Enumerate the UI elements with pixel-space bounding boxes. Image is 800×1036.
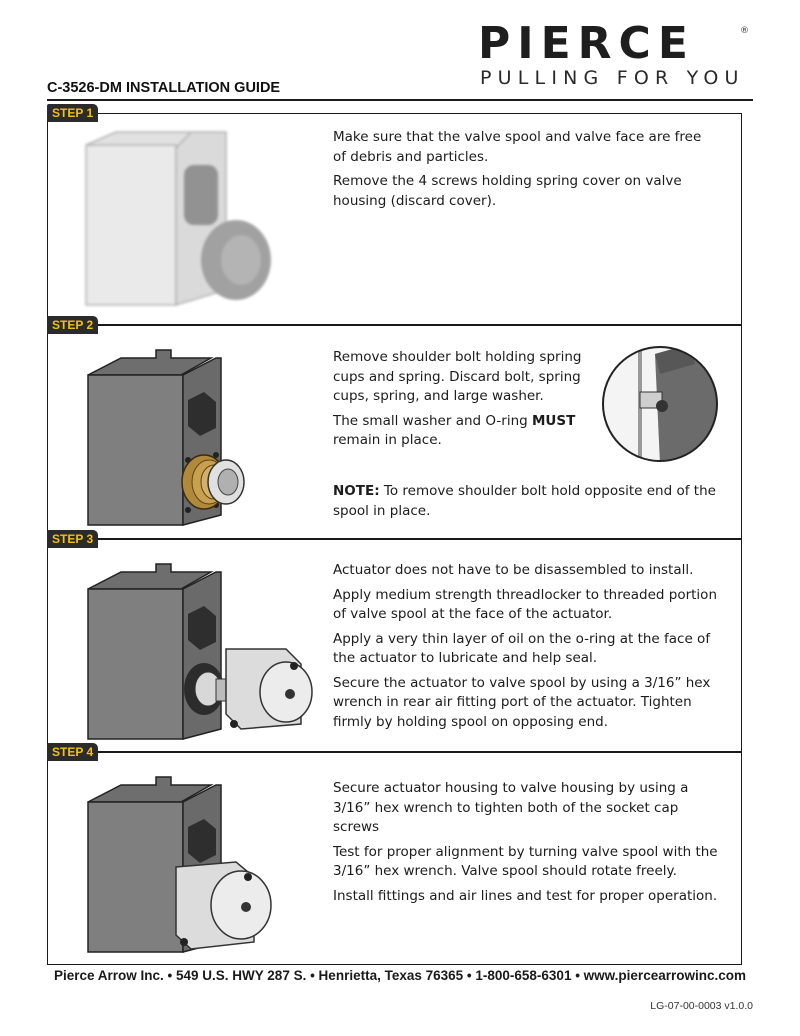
pierce-logo xyxy=(478,18,749,92)
header-rule xyxy=(47,99,753,101)
step-4-badge: STEP 4 xyxy=(47,743,98,761)
step-2-note-text: To remove shoulder bolt hold opposite end of the spool in place. xyxy=(333,483,716,519)
step-3-panel xyxy=(47,532,742,752)
document-title: C-3526-DM INSTALLATION GUIDE xyxy=(47,80,281,96)
step-2-must-emphasis: MUST xyxy=(531,412,576,429)
step-4-panel xyxy=(47,745,742,965)
document-id: LG-07-00-0003 v1.0.0 xyxy=(650,1000,753,1012)
step-1-badge: STEP 1 xyxy=(47,104,98,122)
detail-callout-illustration xyxy=(600,344,720,464)
step-2-text xyxy=(333,348,593,456)
logo-tagline: PULLING FOR YOU xyxy=(480,67,745,89)
actuator-secured-illustration xyxy=(76,767,326,957)
step-4-paragraph: Secure actuator housing to valve housing by using a 3/16” hex wrench to tighten both of the socket cap screws xyxy=(333,780,689,835)
step-1-paragraph: Make sure that the valve spool and valve face are free of debris and particles. xyxy=(333,129,702,165)
step-1-paragraph: Remove the 4 screws holding spring cover on valve housing (discard cover). xyxy=(333,173,682,209)
step-4-paragraph: Install fittings and air lines and test for proper operation. xyxy=(333,887,718,904)
valve-housing-illustration xyxy=(76,120,316,315)
footer-address: Pierce Arrow Inc. • 549 U.S. HWY 287 S. • Henrietta, Texas 76365 • 1-800-658-6301 • www.piercearrowinc.com xyxy=(54,968,746,983)
step-1-panel xyxy=(47,106,742,325)
step-3-paragraph: Actuator does not have to be disassembled to install. xyxy=(333,562,694,578)
step-2-must-paragraph xyxy=(333,412,593,451)
step-3-paragraph: Apply medium strength threadlocker to threaded portion of valve spool at the face of the actuator. xyxy=(333,586,717,622)
step-2-note-paragraph xyxy=(333,482,728,521)
step-3-text xyxy=(333,561,718,737)
logo-wordmark: PIERCE xyxy=(478,18,695,69)
step-2-badge: STEP 2 xyxy=(47,316,98,334)
step-1-text xyxy=(333,128,713,216)
registered-mark: ® xyxy=(740,26,749,36)
step-2-paragraph: Remove shoulder bolt holding spring cups and spring. Discard bolt, spring cups, spring, and large washer. xyxy=(333,349,582,404)
step-3-paragraph: Apply a very thin layer of oil on the o-ring at the face of the actuator to lubricate and help seal. xyxy=(333,630,711,666)
actuator-install-illustration xyxy=(76,554,326,744)
valve-spool-spring-illustration xyxy=(76,340,316,530)
step-4-text xyxy=(333,779,723,911)
step-2-note-label: NOTE: xyxy=(333,483,380,499)
step-2-note xyxy=(333,482,728,526)
step-4-paragraph: Test for proper alignment by turning valve spool with the 3/16” hex wrench. Valve spool should rotate freely. xyxy=(333,843,718,879)
step-2-must-before: The small washer and O-ring xyxy=(333,412,532,429)
step-2-panel xyxy=(47,318,742,539)
step-3-paragraph: Secure the actuator to valve spool by using a 3/16” hex wrench in rear air fitting port of the actuator. Tighten firmly by holding spool on opposing end. xyxy=(333,674,711,730)
step-2-must-after: remain in place. xyxy=(333,432,442,448)
step-3-badge: STEP 3 xyxy=(47,530,98,548)
